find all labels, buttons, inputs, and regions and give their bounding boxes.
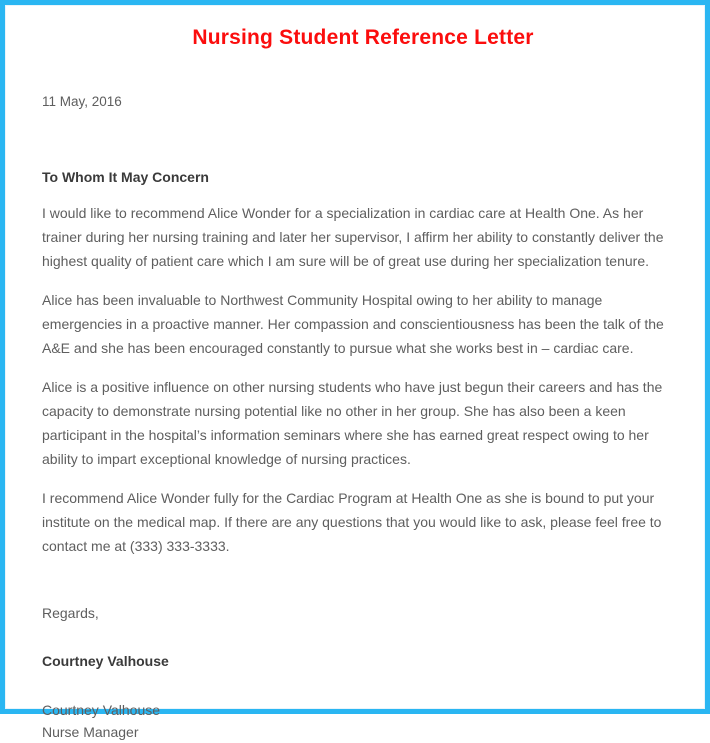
letter-body [42,187,684,558]
body-paragraph: I recommend Alice Wonder fully for the Cardiac Program at Health One as she is bound to put your institute on the medical map. If there are any questions that you would like to ask, please feel free to contact me at (333) 333-3333. [42,490,662,554]
document-page-inner [5,5,705,740]
letter-closing [42,573,684,743]
letter-salutation: To Whom It May Concern [42,169,209,185]
job-title: Nurse Manager [42,724,139,740]
printed-name: Courtney Valhouse [42,702,161,718]
signature-name: Courtney Valhouse [42,653,169,669]
reference-letter [6,6,704,740]
letter-date: 11 May, 2016 [42,94,122,109]
closing-regards: Regards, [42,605,99,621]
body-paragraph: I would like to recommend Alice Wonder for a specialization in cardiac care at Health One. As her trainer during her nursing training and later her supervisor, I affirm her ability to constantly deliver the highest quality of patient care which I am sure will be of great use during her specialization tenure. [42,205,664,269]
body-paragraph: Alice is a positive influence on other nursing students who have just begun their careers and has the capacity to demonstrate nursing potential like no other in her group. She has also been a keen participant in the hospital’s information seminars where she has earned great respect owing to her ability to impart exceptional knowledge of nursing practices. [42,379,663,467]
page-title: Nursing Student Reference Letter [192,26,534,49]
body-paragraph: Alice has been invaluable to Northwest Community Hospital owing to her ability to manage emergencies in a proactive manner. Her compassion and conscientiousness has been the talk of the A&E and she has been encouraged constantly to pursue what she works best in – cardiac care. [42,292,664,356]
